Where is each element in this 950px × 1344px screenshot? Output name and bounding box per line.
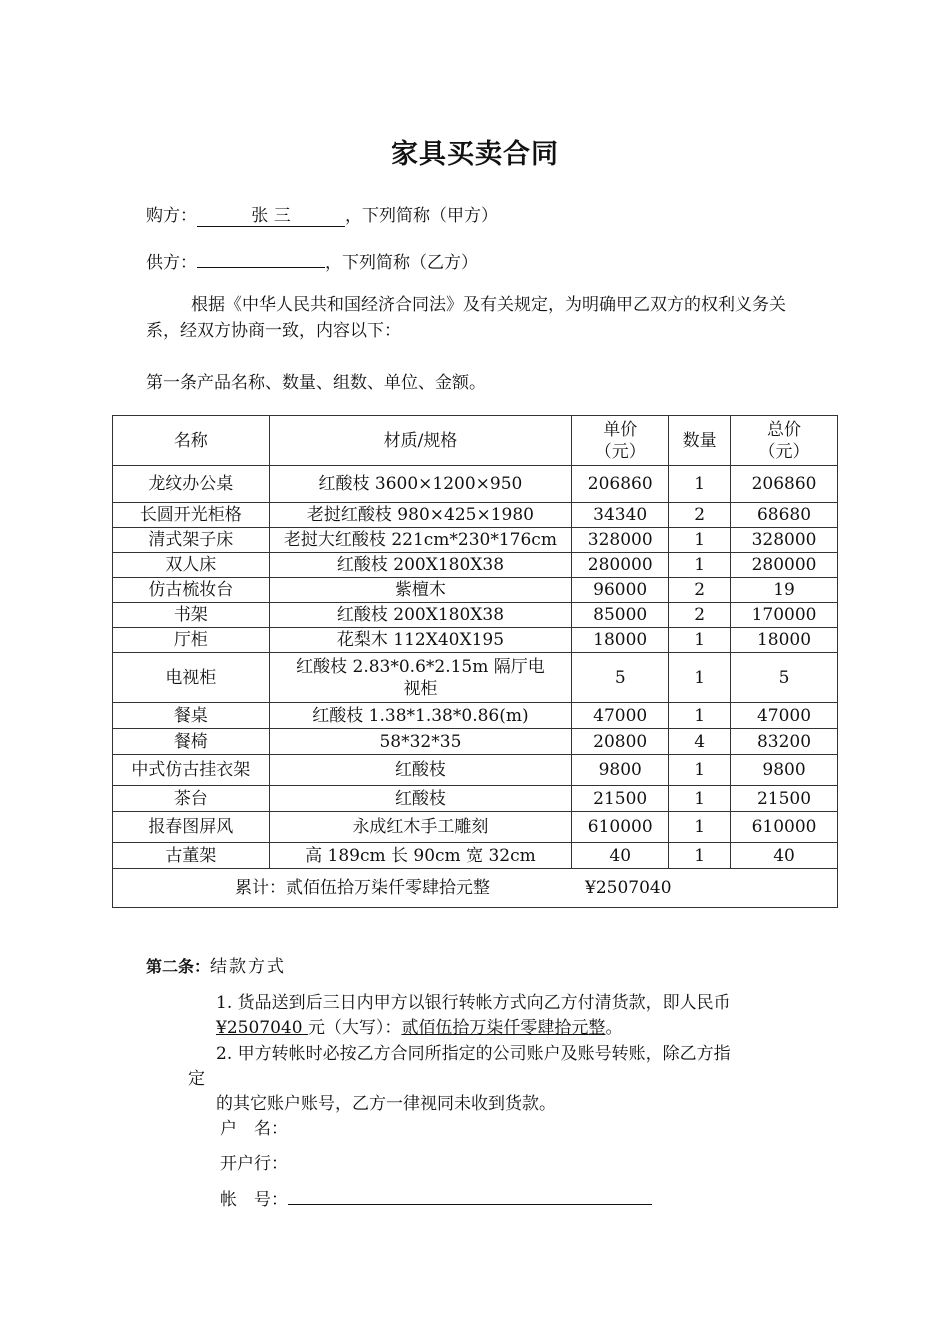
payment-amount-words: 贰佰伍拾万柒仟零肆拾元整 xyxy=(401,1018,606,1038)
cell-total: 83200 xyxy=(731,729,838,755)
cell-total: 9800 xyxy=(731,755,838,786)
cell-name: 报春图屏风 xyxy=(113,812,270,843)
table-row xyxy=(113,653,838,703)
cell-qty: 1 xyxy=(669,466,731,503)
table-row xyxy=(113,578,838,603)
cell-total: 280000 xyxy=(731,553,838,578)
header-spec: 材质/规格 xyxy=(269,416,572,466)
cell-spec: 高 189cm 长 90cm 宽 32cm xyxy=(269,843,572,869)
account-number-field[interactable] xyxy=(288,1184,652,1205)
cell-spec: 58*32*35 xyxy=(269,729,572,755)
total-label: 累计：贰佰伍拾万柒仟零肆拾元整 xyxy=(235,878,490,898)
cell-price: 280000 xyxy=(572,553,669,578)
cell-price: 85000 xyxy=(572,603,669,628)
table-row xyxy=(113,755,838,786)
table-row xyxy=(113,553,838,578)
cell-price: 21500 xyxy=(572,786,669,812)
account-number-label: 帐 号： xyxy=(220,1190,288,1210)
table-row xyxy=(113,466,838,503)
header-total-line2: （元） xyxy=(758,441,810,462)
table-header-row xyxy=(113,416,838,466)
header-total xyxy=(731,416,838,466)
cell-total: 18000 xyxy=(731,628,838,653)
cell-name: 茶台 xyxy=(113,786,270,812)
header-unit-price xyxy=(572,416,669,466)
cell-price: 47000 xyxy=(572,703,669,729)
header-total-line1: 总价 xyxy=(767,419,802,440)
cell-qty: 2 xyxy=(669,603,731,628)
article1-heading: 第一条产品名称、数量、组数、单位、金额。 xyxy=(146,373,486,393)
cell-qty: 1 xyxy=(669,628,731,653)
payment-amount-suffix: 元（大写）： xyxy=(307,1018,402,1038)
cell-spec: 红酸枝 xyxy=(269,786,572,812)
cell-name: 餐桌 xyxy=(113,703,270,729)
cell-name: 龙纹办公桌 xyxy=(113,466,270,503)
total-cell xyxy=(113,869,838,908)
cell-name: 双人床 xyxy=(113,553,270,578)
cell-name: 中式仿古挂衣架 xyxy=(113,755,270,786)
cell-qty: 1 xyxy=(669,843,731,869)
product-table xyxy=(112,415,838,908)
payment-item1-line1: 1. 货品送到后三日内甲方以银行转帐方式向乙方付清货款，即人民币 xyxy=(216,993,731,1013)
cell-qty: 2 xyxy=(669,503,731,528)
cell-name: 长圆开光柜格 xyxy=(113,503,270,528)
seller-suffix: ，下列简称（乙方） xyxy=(325,253,478,273)
seller-label: 供方： xyxy=(146,253,197,273)
cell-spec: 红酸枝 3600×1200×950 xyxy=(269,466,572,503)
table-row xyxy=(113,528,838,553)
cell-spec: 永成红木手工雕刻 xyxy=(269,812,572,843)
table-row xyxy=(113,786,838,812)
table-row xyxy=(113,729,838,755)
cell-price: 328000 xyxy=(572,528,669,553)
cell-qty: 1 xyxy=(669,653,731,703)
header-name: 名称 xyxy=(113,416,270,466)
cell-spec: 花梨木 112X40X195 xyxy=(269,628,572,653)
table-row xyxy=(113,843,838,869)
article2-title: 结款方式 xyxy=(210,957,287,977)
table-row xyxy=(113,503,838,528)
cell-price: 5 xyxy=(572,653,669,703)
payment-item2-line1: 2. 甲方转帐时必按乙方合同所指定的公司账户及账号转账，除乙方指 xyxy=(216,1044,731,1064)
cell-price: 34340 xyxy=(572,503,669,528)
payment-item2-line3: 的其它账户账号，乙方一律视同未收到货款。 xyxy=(216,1094,556,1114)
cell-spec: 红酸枝 200X180X38 xyxy=(269,553,572,578)
buyer-suffix: ，下列简称（甲方） xyxy=(345,206,498,226)
payment-item1-end: 。 xyxy=(605,1018,623,1038)
cell-total: 19 xyxy=(731,578,838,603)
cell-qty: 1 xyxy=(669,755,731,786)
cell-total: 206860 xyxy=(731,466,838,503)
cell-price: 96000 xyxy=(572,578,669,603)
cell-price: 18000 xyxy=(572,628,669,653)
cell-spec: 老挝大红酸枝 221cm*230*176cm xyxy=(269,528,572,553)
cell-name: 厅柜 xyxy=(113,628,270,653)
article2-heading xyxy=(146,952,286,977)
bank-label: 开户行： xyxy=(220,1154,288,1174)
payment-amount: ¥2507040 xyxy=(216,1018,308,1038)
table-row xyxy=(113,628,838,653)
account-number-line xyxy=(220,1184,652,1210)
cell-name: 餐椅 xyxy=(113,729,270,755)
payment-item2-line2: 定 xyxy=(188,1069,205,1089)
table-row xyxy=(113,703,838,729)
cell-price: 610000 xyxy=(572,812,669,843)
table-row xyxy=(113,812,838,843)
cell-spec: 红酸枝 1.38*1.38*0.86(m) xyxy=(269,703,572,729)
cell-qty: 1 xyxy=(669,703,731,729)
payment-item1-line2 xyxy=(216,1013,622,1038)
cell-name: 书架 xyxy=(113,603,270,628)
intro-paragraph: 根据《中华人民共和国经济合同法》及有关规定，为明确甲乙双方的权利义务关系，经双方协商一致，内容以下： xyxy=(146,295,786,341)
cell-spec: 老挝红酸枝 980×425×1980 xyxy=(269,503,572,528)
seller-name-field[interactable] xyxy=(197,247,325,268)
cell-qty: 1 xyxy=(669,553,731,578)
cell-total: 170000 xyxy=(731,603,838,628)
seller-line xyxy=(146,247,478,273)
table-row xyxy=(113,603,838,628)
total-amount: ¥2507040 xyxy=(585,878,672,898)
cell-spec: 紫檀木 xyxy=(269,578,572,603)
table-total-row xyxy=(113,869,838,908)
cell-spec: 红酸枝 200X180X38 xyxy=(269,603,572,628)
buyer-line xyxy=(146,201,498,227)
cell-price: 206860 xyxy=(572,466,669,503)
cell-qty: 4 xyxy=(669,729,731,755)
cell-name: 清式架子床 xyxy=(113,528,270,553)
cell-qty: 1 xyxy=(669,786,731,812)
header-unit-price-line2: （元） xyxy=(594,441,646,462)
header-qty: 数量 xyxy=(669,416,731,466)
document-title: 家具买卖合同 xyxy=(391,139,559,170)
cell-name: 仿古梳妆台 xyxy=(113,578,270,603)
cell-qty: 2 xyxy=(669,578,731,603)
cell-total: 610000 xyxy=(731,812,838,843)
account-name-label: 户 名： xyxy=(220,1119,288,1139)
buyer-label: 购方： xyxy=(146,206,197,226)
cell-total: 5 xyxy=(731,653,838,703)
header-unit-price-line1: 单价 xyxy=(603,419,638,440)
cell-price: 20800 xyxy=(572,729,669,755)
cell-total: 328000 xyxy=(731,528,838,553)
cell-price: 9800 xyxy=(572,755,669,786)
cell-qty: 1 xyxy=(669,812,731,843)
cell-total: 21500 xyxy=(731,786,838,812)
cell-total: 68680 xyxy=(731,503,838,528)
cell-name: 电视柜 xyxy=(113,653,270,703)
cell-spec: 红酸枝 xyxy=(269,755,572,786)
cell-name: 古董架 xyxy=(113,843,270,869)
cell-total: 47000 xyxy=(731,703,838,729)
cell-price: 40 xyxy=(572,843,669,869)
article2-label: 第二条： xyxy=(146,957,211,976)
cell-qty: 1 xyxy=(669,528,731,553)
cell-total: 40 xyxy=(731,843,838,869)
cell-spec: 红酸枝 2.83*0.6*2.15m 隔厅电视柜 xyxy=(269,653,572,703)
buyer-name-field[interactable]: 张 三 xyxy=(197,206,345,227)
